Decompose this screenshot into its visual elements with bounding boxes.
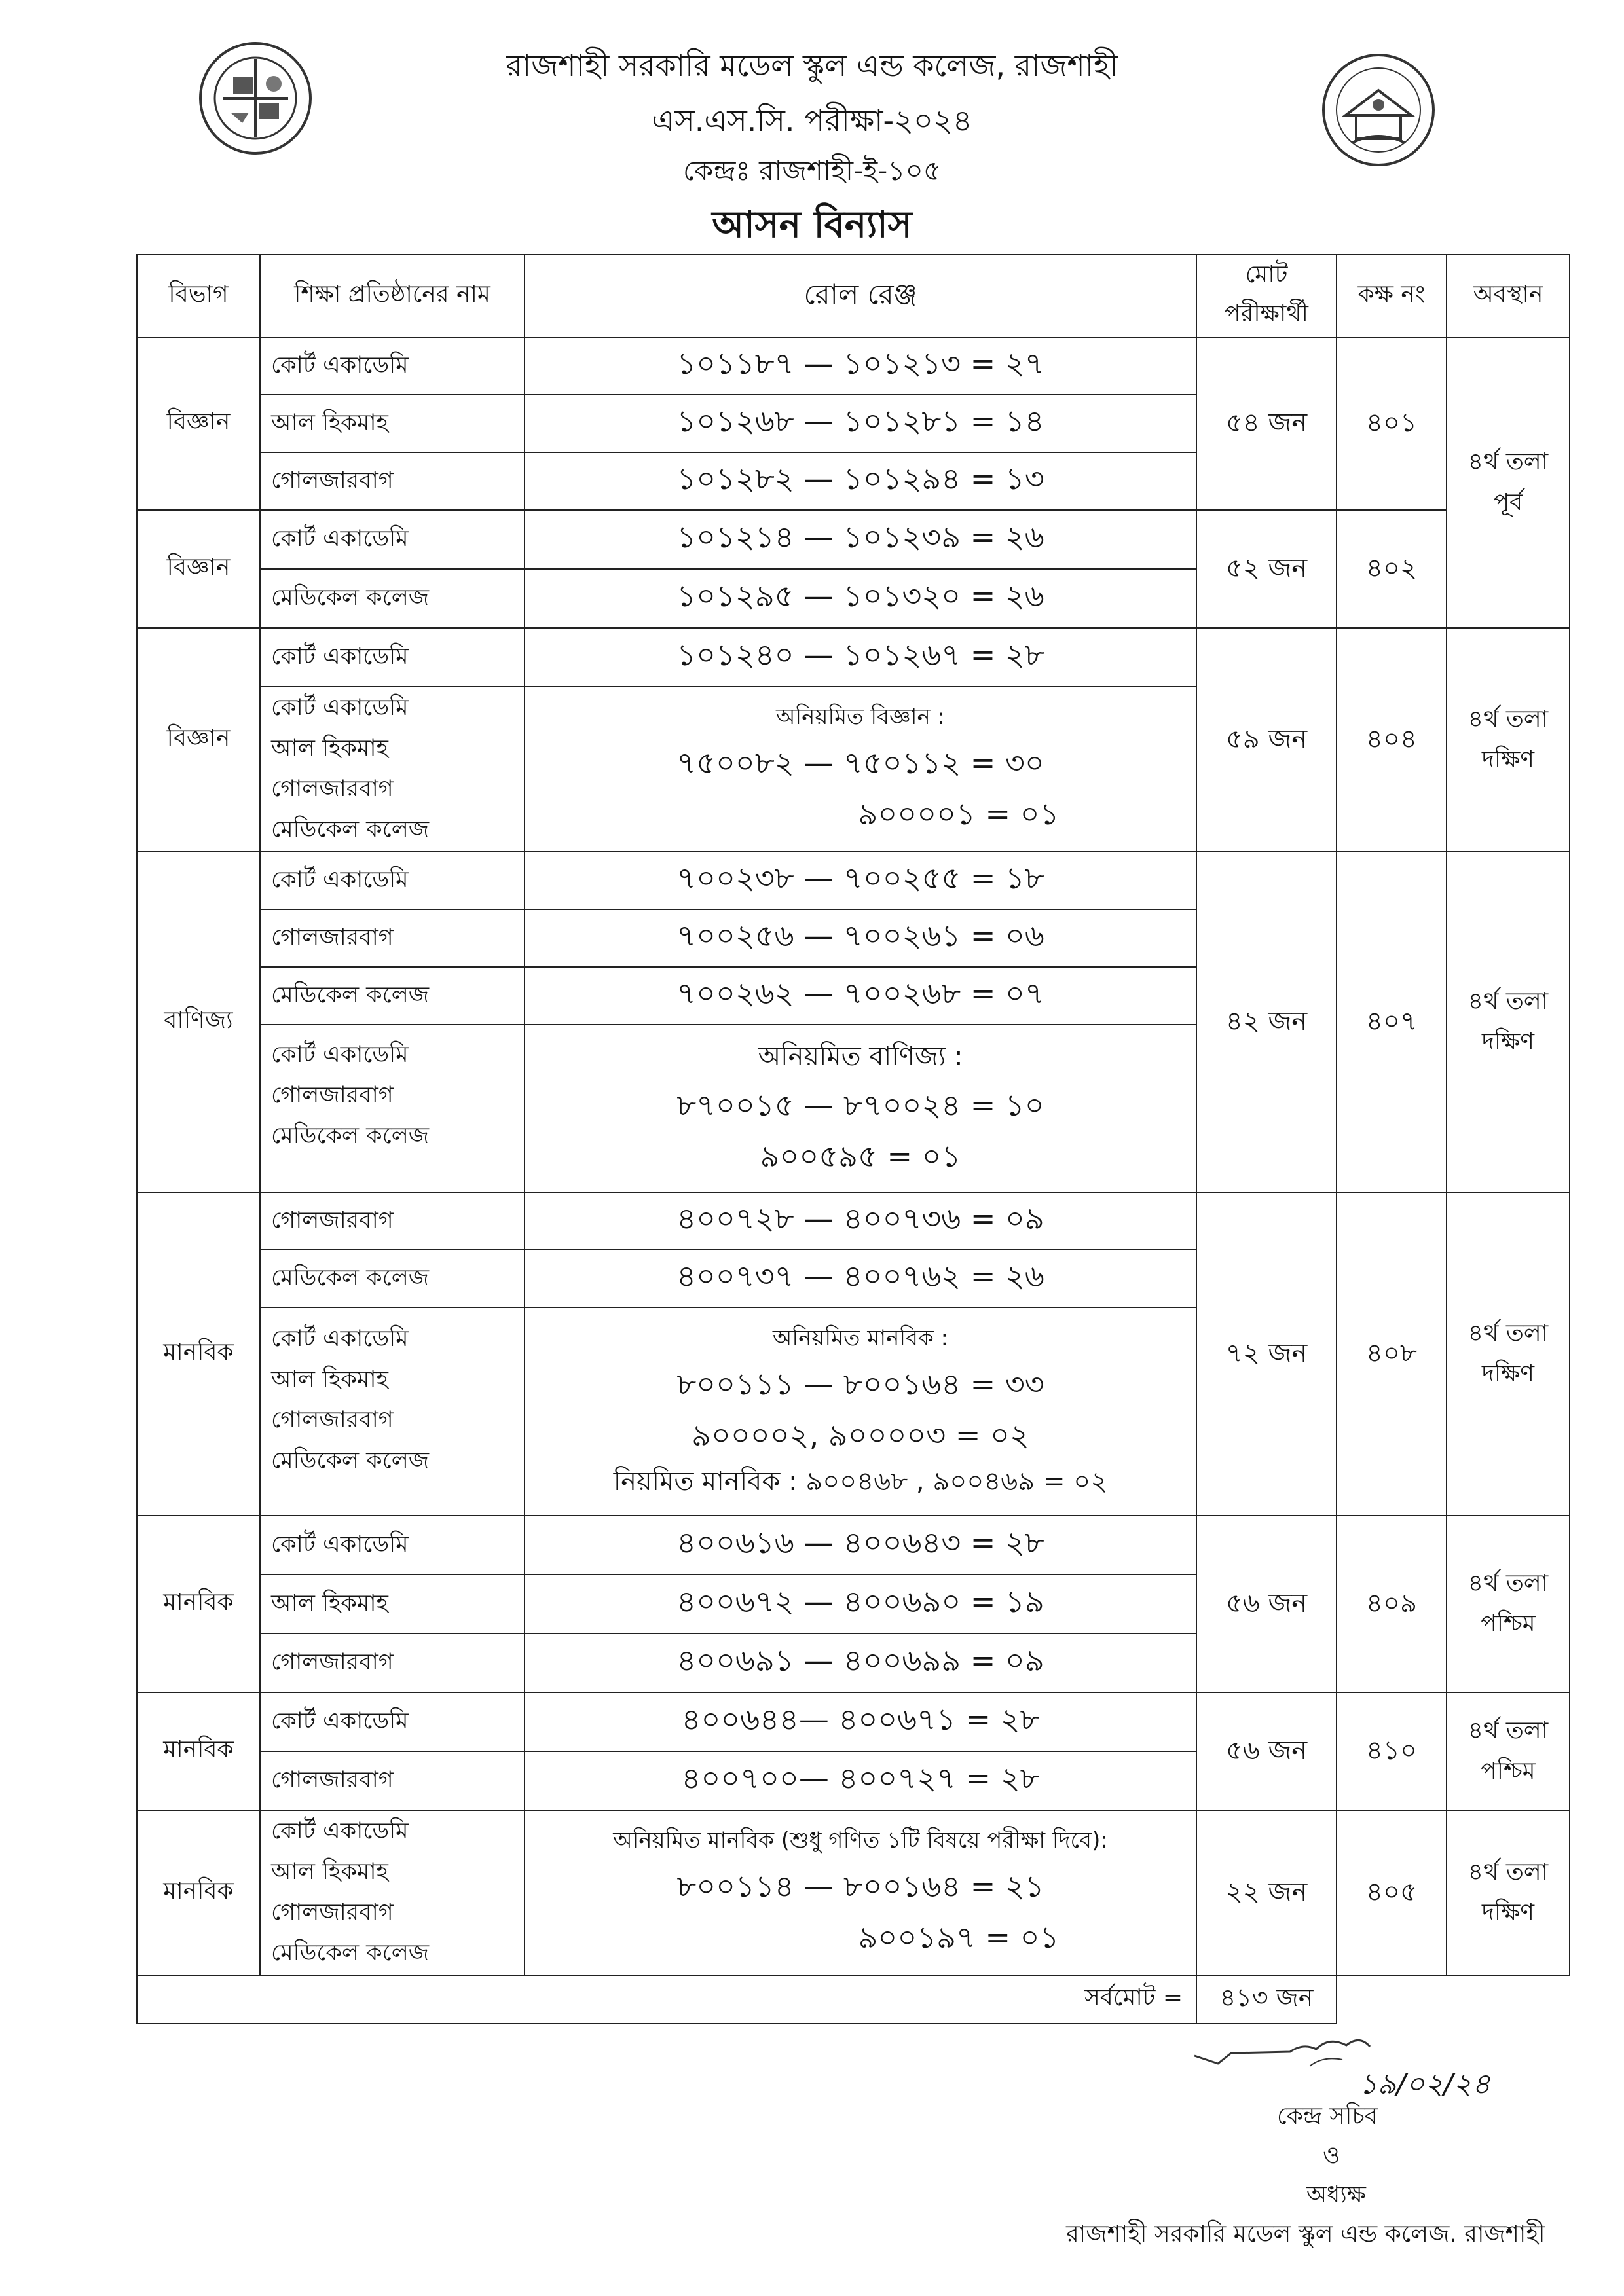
- dept-cell: বাণিজ্য: [137, 852, 260, 1192]
- dept-cell: বিজ্ঞান: [137, 628, 260, 852]
- inst-cell: কোর্ট একাডেমি: [260, 510, 525, 569]
- inst-cell: [260, 1307, 525, 1516]
- location-side: পূর্ব: [1493, 489, 1523, 516]
- location-cell: [1447, 1192, 1570, 1516]
- signatory-conjunction: ও: [1323, 2142, 1340, 2169]
- col-total: [1196, 255, 1337, 337]
- roll-cell: ৭০০২৫৬ — ৭০০২৬১ = ০৬: [525, 909, 1196, 967]
- total-cell: ৫২ জন: [1196, 510, 1337, 628]
- col-total-line1: মোট: [1245, 261, 1288, 288]
- roll-cell: [525, 1025, 1196, 1192]
- inst-line: কোর্ট একাডেমি: [271, 695, 409, 721]
- inst-line: গোলজারবাগ: [271, 776, 394, 802]
- roll-note: অনিয়মিত বিজ্ঞান :: [775, 703, 946, 730]
- dept-cell: মানবিক: [137, 1810, 260, 1975]
- dept-cell: বিজ্ঞান: [137, 510, 260, 628]
- location-floor: ৪র্থ তলা: [1467, 1570, 1549, 1597]
- grand-total-row: [137, 1975, 1570, 2024]
- inst-cell: মেডিকেল কলেজ: [260, 569, 525, 628]
- roll-cell: ৪০০৬৯১ — ৪০০৬৯৯ = ০৯: [525, 1633, 1196, 1692]
- inst-line: কোর্ট একাডেমি: [271, 1042, 409, 1068]
- roll-note: অনিয়মিত মানবিক (শুধু গণিত ১টি বিষয়ে পরীক্ষা দিবে):: [613, 1827, 1108, 1853]
- inst-cell: কোর্ট একাডেমি: [260, 1692, 525, 1751]
- inst-cell: আল হিকমাহ: [260, 1575, 525, 1633]
- roll-cell: ১০১২৯৫ — ১০১৩২০ = ২৬: [525, 569, 1196, 628]
- total-cell: ২২ জন: [1196, 1810, 1337, 1975]
- total-cell: ৫৬ জন: [1196, 1516, 1337, 1692]
- table-row: [137, 1692, 1570, 1751]
- inst-line: মেডিকেল কলেজ: [271, 1940, 430, 1966]
- location-cell: [1447, 337, 1570, 628]
- roll-cell: ৪০০৬৭২ — ৪০০৬৯০ = ১৯: [525, 1575, 1196, 1633]
- roll-line: ৮৭০০১৫ — ৮৭০০২৪ = ১০: [676, 1087, 1044, 1123]
- roll-line: ৯০০০০২, ৯০০০০৩ = ০২: [692, 1417, 1029, 1453]
- table-row: [137, 1192, 1570, 1250]
- dept-cell: মানবিক: [137, 1192, 260, 1516]
- location-side: দক্ষিণ: [1481, 746, 1535, 773]
- roll-line: ৮০০১১১ — ৮০০১৬৪ = ৩৩: [676, 1366, 1044, 1402]
- roll-cell: ৪০০৭০০— ৪০০৭২৭ = ২৮: [525, 1751, 1196, 1810]
- inst-line: মেডিকেল কলেজ: [271, 1448, 430, 1474]
- roll-cell: ৭০০২৩৮ — ৭০০২৫৫ = ১৮: [525, 852, 1196, 909]
- location-cell: [1447, 628, 1570, 852]
- roll-cell: ১০১১৮৭ — ১০১২১৩ = ২৭: [525, 337, 1196, 395]
- room-cell: ৪১০: [1337, 1692, 1447, 1810]
- inst-cell: গোলজারবাগ: [260, 1633, 525, 1692]
- roll-cell: [525, 1307, 1196, 1516]
- table-row: [137, 1810, 1570, 1975]
- col-roll: রোল রেঞ্জ: [525, 255, 1196, 337]
- total-cell: ৫৬ জন: [1196, 1692, 1337, 1810]
- grand-total-blank: [1337, 1975, 1570, 2024]
- inst-line: মেডিকেল কলেজ: [271, 816, 430, 843]
- location-side: পশ্চিম: [1481, 1611, 1536, 1637]
- roll-cell: ৪০০৭৩৭ — ৪০০৭৬২ = ২৬: [525, 1250, 1196, 1307]
- grand-total-label: সর্বমোট =: [137, 1975, 1196, 2024]
- page-title: আসন বিন্যাস: [712, 204, 912, 246]
- roll-cell: ৪০০৬১৬ — ৪০০৬৪৩ = ২৮: [525, 1516, 1196, 1575]
- roll-cell: ৭০০২৬২ — ৭০০২৬৮ = ০৭: [525, 967, 1196, 1025]
- roll-cell: ১০১২১৪ — ১০১২৩৯ = ২৬: [525, 510, 1196, 569]
- signatory-role: অধ্যক্ষ: [1306, 2181, 1366, 2208]
- roll-cell: ৪০০৬৪৪— ৪০০৬৭১ = ২৮: [525, 1692, 1196, 1751]
- roll-cell: [525, 687, 1196, 852]
- location-cell: [1447, 1810, 1570, 1975]
- dept-cell: মানবিক: [137, 1516, 260, 1692]
- inst-cell: মেডিকেল কলেজ: [260, 1250, 525, 1307]
- location-floor: ৪র্থ তলা: [1467, 448, 1549, 475]
- location-side: পশ্চিম: [1481, 1758, 1536, 1785]
- room-cell: ৪০৪: [1337, 628, 1447, 852]
- location-floor: ৪র্থ তলা: [1467, 1859, 1549, 1886]
- inst-line: গোলজারবাগ: [271, 1082, 394, 1108]
- roll-cell: ১০১২৬৮ — ১০১২৮১ = ১৪: [525, 395, 1196, 452]
- inst-cell: [260, 1025, 525, 1192]
- room-cell: ৪০২: [1337, 510, 1447, 628]
- roll-cell: [525, 1810, 1196, 1975]
- table-header-row: [137, 255, 1570, 337]
- room-cell: ৪০৯: [1337, 1516, 1447, 1692]
- roll-line: ৭৫০০৮২ — ৭৫০১১২ = ৩০: [676, 744, 1044, 780]
- roll-line: ৯০০০০১ = ০১: [858, 795, 1060, 831]
- signatory-institution: রাজশাহী সরকারি মডেল স্কুল এন্ড কলেজ. রাজশাহী: [1066, 2221, 1545, 2248]
- dept-cell: বিজ্ঞান: [137, 337, 260, 510]
- location-floor: ৪র্থ তলা: [1467, 1717, 1549, 1744]
- inst-line: কোর্ট একাডেমি: [271, 1326, 409, 1352]
- inst-line: আল হিকমাহ: [271, 1859, 388, 1885]
- centre-name: কেন্দ্রঃ রাজশাহী-ই-১০৫: [682, 155, 942, 187]
- location-cell: [1447, 852, 1570, 1192]
- inst-cell: [260, 687, 525, 852]
- roll-line: ৯০০১৯৭ = ০১: [858, 1919, 1060, 1955]
- room-cell: ৪০১: [1337, 337, 1447, 510]
- inst-cell: গোলজারবাগ: [260, 452, 525, 510]
- signature-date: ১৯/০২/২৪: [1359, 2068, 1491, 2101]
- roll-cell: ১০১২৮২ — ১০১২৯৪ = ১৩: [525, 452, 1196, 510]
- col-room: কক্ষ নং: [1337, 255, 1447, 337]
- inst-cell: আল হিকমাহ: [260, 395, 525, 452]
- seat-plan-table: [136, 254, 1570, 2024]
- inst-line: আল হিকমাহ: [271, 735, 388, 761]
- inst-line: মেডিকেল কলেজ: [271, 1123, 430, 1149]
- col-loc: অবস্থান: [1447, 255, 1570, 337]
- room-cell: ৪০৭: [1337, 852, 1447, 1192]
- col-dept: বিভাগ: [137, 255, 260, 337]
- signatory-title: কেন্দ্র সচিব: [1277, 2103, 1378, 2130]
- table-row: [137, 337, 1570, 395]
- col-inst: শিক্ষা প্রতিষ্ঠানের নাম: [260, 255, 525, 337]
- location-floor: ৪র্থ তলা: [1467, 988, 1549, 1015]
- roll-line: ৯০০৫৯৫ = ০১: [760, 1138, 961, 1174]
- table-row: [137, 1516, 1570, 1575]
- inst-cell: গোলজারবাগ: [260, 1751, 525, 1810]
- inst-cell: কোর্ট একাডেমি: [260, 1516, 525, 1575]
- table-row: [137, 852, 1570, 909]
- inst-cell: গোলজারবাগ: [260, 1192, 525, 1250]
- dept-cell: মানবিক: [137, 1692, 260, 1810]
- school-name: রাজশাহী সরকারি মডেল স্কুল এন্ড কলেজ, রাজশাহী: [506, 48, 1118, 83]
- location-cell: [1447, 1692, 1570, 1810]
- location-cell: [1447, 1516, 1570, 1692]
- roll-note-regular: নিয়মিত মানবিক : ৯০০৪৬৮ , ৯০০৪৬৯ = ০২: [613, 1466, 1108, 1497]
- roll-note: অনিয়মিত বাণিজ্য :: [758, 1041, 963, 1072]
- table-row: [137, 510, 1570, 569]
- location-floor: ৪র্থ তলা: [1467, 1320, 1549, 1347]
- location-side: দক্ষিণ: [1481, 1029, 1535, 1055]
- col-total-line2: পরীক্ষার্থী: [1225, 301, 1308, 327]
- roll-note: অনিয়মিত মানবিক :: [772, 1324, 949, 1351]
- inst-line: আল হিকমাহ: [271, 1366, 388, 1393]
- table-row: [137, 628, 1570, 687]
- inst-cell: কোর্ট একাডেমি: [260, 337, 525, 395]
- room-cell: ৪০৮: [1337, 1192, 1447, 1516]
- inst-line: কোর্ট একাডেমি: [271, 1818, 409, 1844]
- total-cell: ৫৪ জন: [1196, 337, 1337, 510]
- roll-cell: ৪০০৭২৮ — ৪০০৭৩৬ = ০৯: [525, 1192, 1196, 1250]
- total-cell: ৪২ জন: [1196, 852, 1337, 1192]
- location-side: দক্ষিণ: [1481, 1360, 1535, 1387]
- inst-line: গোলজারবাগ: [271, 1407, 394, 1433]
- room-cell: ৪০৫: [1337, 1810, 1447, 1975]
- inst-cell: গোলজারবাগ: [260, 909, 525, 967]
- total-cell: ৫৯ জন: [1196, 628, 1337, 852]
- roll-line: ৮০০১১৪ — ৮০০১৬৪ = ২১: [676, 1868, 1044, 1904]
- total-cell: ৭২ জন: [1196, 1192, 1337, 1516]
- location-side: দক্ষিণ: [1481, 1899, 1535, 1926]
- roll-cell: ১০১২৪০ — ১০১২৬৭ = ২৮: [525, 628, 1196, 687]
- grand-total-value: ৪১৩ জন: [1196, 1975, 1337, 2024]
- exam-name: এস.এস.সি. পরীক্ষা-২০২৪: [652, 103, 972, 138]
- inst-cell: মেডিকেল কলেজ: [260, 967, 525, 1025]
- inst-cell: কোর্ট একাডেমি: [260, 628, 525, 687]
- inst-line: গোলজারবাগ: [271, 1899, 394, 1925]
- location-floor: ৪র্থ তলা: [1467, 706, 1549, 733]
- inst-cell: কোর্ট একাডেমি: [260, 852, 525, 909]
- inst-cell: [260, 1810, 525, 1975]
